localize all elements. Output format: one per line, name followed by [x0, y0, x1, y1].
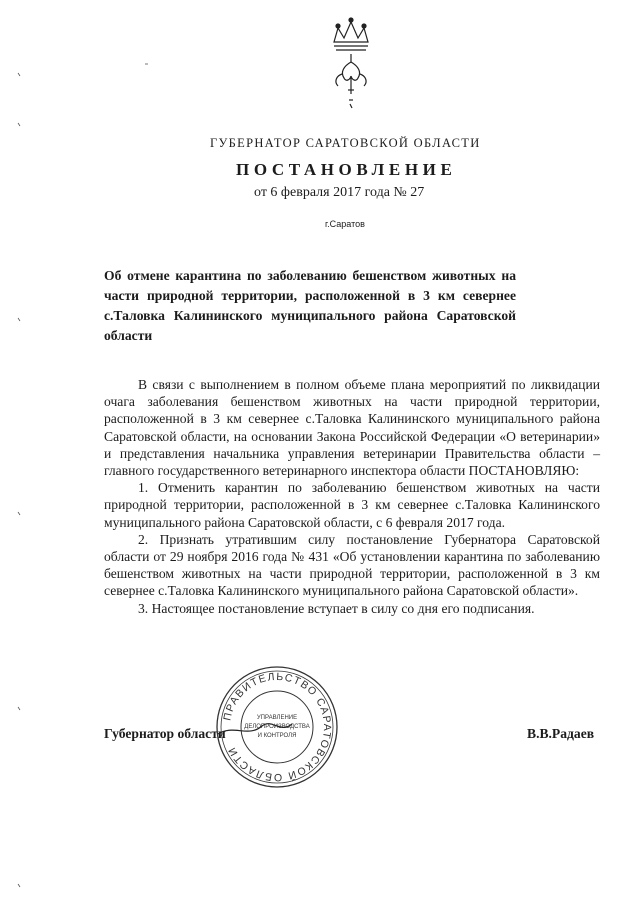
item-2: 2. Признать утратившим силу постановление Губернатора Саратовской области от 29 ноября 2016 года № 431 «Об установлении карантина по заболеванию бешенством животных на части природной территории, расположенной в 3 км севернее с.Таловка Калининского муниципального района Саратовской области».: [104, 531, 600, 599]
issuing-authority: ГУБЕРНАТОР САРАТОВСКОЙ ОБЛАСТИ: [210, 136, 481, 150]
preamble-paragraph: В связи с выполнением в полном объеме плана мероприятий по ликвидации очага заболевания бешенством животных на части природной территории, расположенной в 3 км севернее с.Таловка Калининского муниципального района Саратовской области, на основании Закона Российской Федерации «О ветеринарии» и представления начальника управления ветеринарии Правительства области – главного государственного ветеринарного инспектора области ПОСТАНОВЛЯЮ:: [104, 377, 600, 479]
seal-center-line-1: УПРАВЛЕНИЕ: [256, 715, 298, 721]
seal-ring-text: ПРАВИТЕЛЬСТВО САРАТОВСКОЙ ОБЛАСТИ: [221, 670, 334, 784]
document-date-number: от 6 февраля 2017 года № 27: [254, 185, 425, 200]
official-seal: [214, 664, 340, 790]
item-1: 1. Отменить карантин по заболеванию бешенством животных на части природной территории, расположенной в 3 км севернее с.Таловка Калининского муниципального района Саратовской области, с 6 февраля 2017 года.: [104, 480, 600, 530]
issue-place: г.Саратов: [325, 219, 365, 229]
signatory-name: В.В.Радаев: [527, 726, 595, 741]
item-3: 3. Настоящее постановление вступает в силу со дня его подписания.: [138, 600, 535, 616]
document-type-title: ПОСТАНОВЛЕНИЕ: [236, 160, 457, 179]
seal-center-line-2: ДЕЛОПРОИЗВОДСТВА: [244, 724, 310, 730]
seal-center-line-3: И КОНТРОЛЯ: [257, 733, 297, 739]
coat-of-arms-emblem: [326, 16, 376, 116]
document-subject: Об отмене карантина по заболеванию бешенством животных на части природной территории, расположенной в 3 км севернее с.Таловка Калининского муниципального района Саратовской области: [104, 268, 516, 343]
signatory-position: Губернатор области: [104, 726, 226, 741]
document-body: [104, 376, 600, 617]
